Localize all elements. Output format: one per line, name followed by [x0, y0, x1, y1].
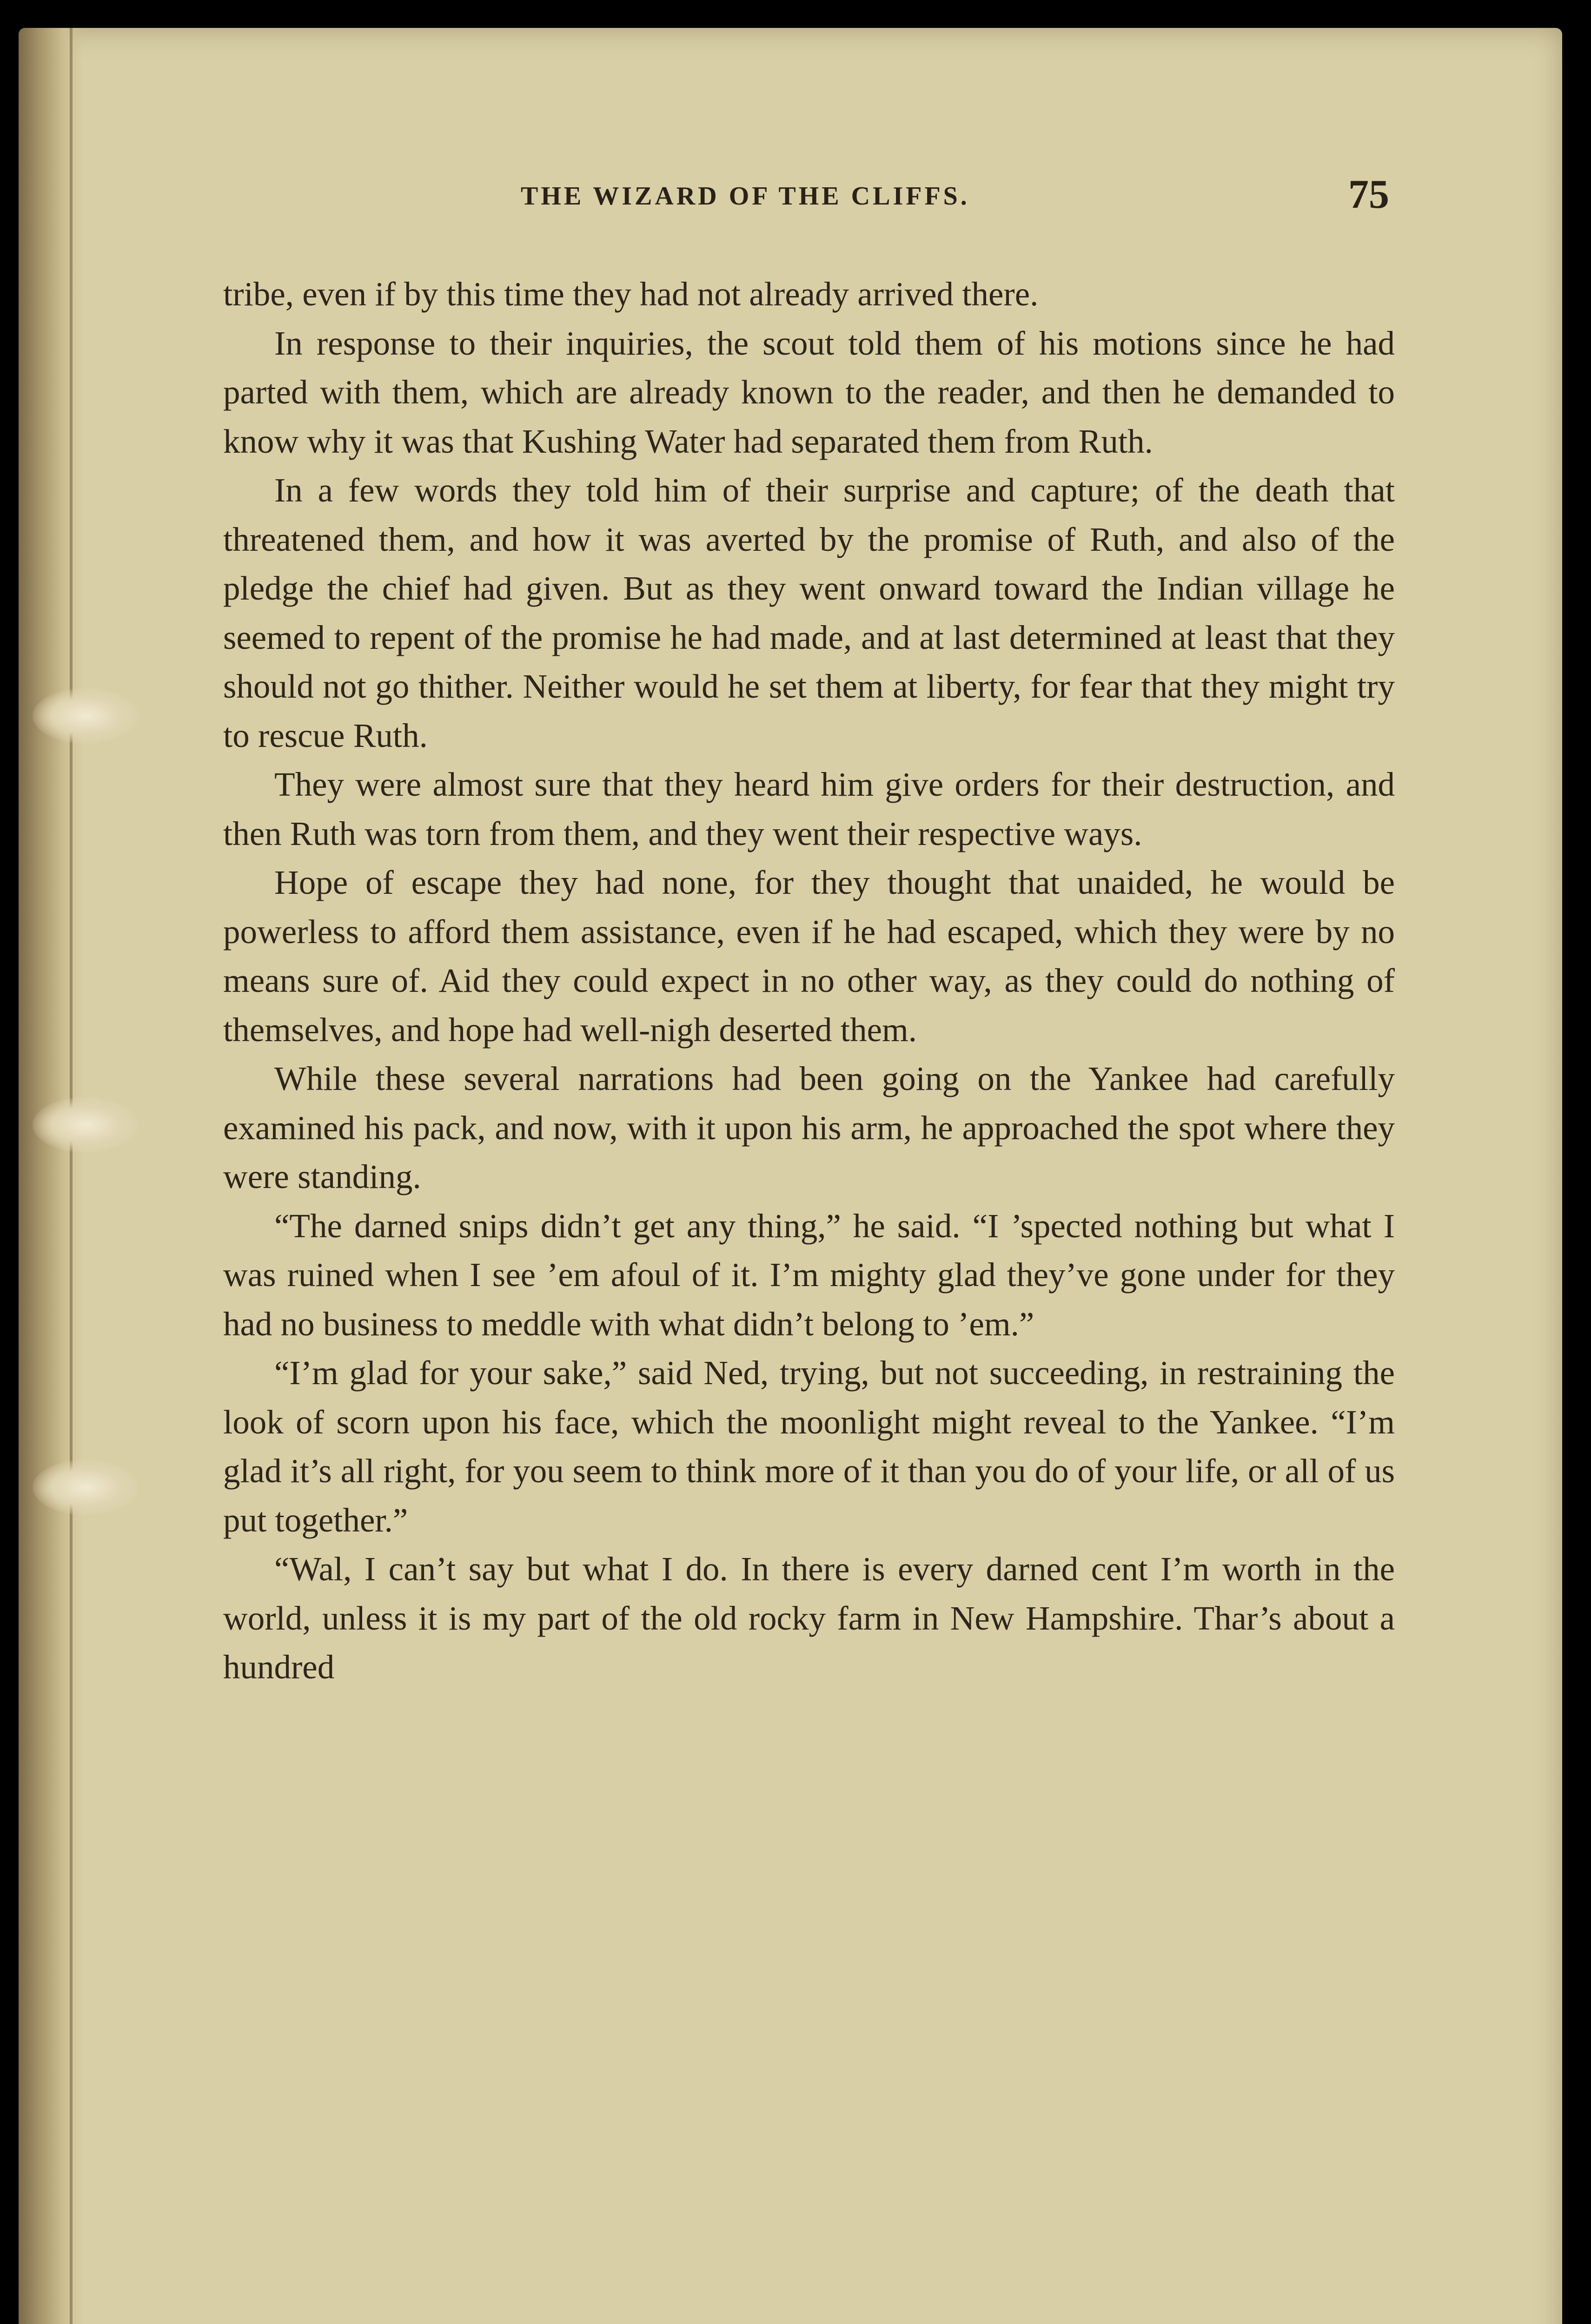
body-text	[223, 270, 1395, 1692]
paragraph: tribe, even if by this time they had not already arrived there.	[223, 275, 1039, 313]
paragraph: They were almost sure that they heard him give orders for their destruction, and then Ruth was torn from them, and they went their respective ways.	[223, 766, 1395, 852]
running-head: THE WIZARD OF THE CLIFFS.	[521, 182, 970, 211]
paragraph: “The darned snips didn’t get any thing,” he said. “I ’spected nothing but what I was ruined when I see ’em afoul of it. I’m mighty glad they’ve gone under for they had no business to meddle with what didn’t belong to ’em.”	[223, 1207, 1395, 1343]
binding-stitch-hole	[33, 1097, 139, 1153]
book-page	[19, 28, 1562, 2324]
paragraph: “I’m glad for your sake,” said Ned, trying, but not succeeding, in restraining the look of scorn upon his face, which the moonlight might reveal to the Yankee. “I’m glad it’s all right, for you seem to think more of it than you do of your life, or all of us put together.”	[223, 1354, 1395, 1539]
paragraph: In a few words they told him of their surprise and capture; of the death that threatened them, and how it was averted by the promise of Ruth, and also of the pledge the chief had given. But as they went onward toward the Indian village he seemed to repent of the promise he had made, and at last determined at least that they should not go thither. Neither would he set them at liberty, for fear that they might try to rescue Ruth.	[223, 471, 1395, 754]
paragraph: Hope of escape they had none, for they thought that unaided, he would be powerless to afford them assistance, even if he had escaped, which they were by no means sure of. Aid they could expect in no other way, as they could do nothing of themselves, and hope had well-nigh deserted them.	[223, 864, 1395, 1049]
page-fold	[70, 28, 73, 2324]
binding-stitch-hole	[33, 688, 139, 744]
binding-stitch-hole	[33, 1459, 139, 1515]
binding-gutter	[19, 28, 84, 2324]
paragraph: While these several narrations had been going on the Yankee had carefully examined his pack, and now, with it upon his arm, he approached the spot where they were standing.	[223, 1060, 1395, 1195]
page-number: 75	[1348, 172, 1389, 217]
paragraph: In response to their inquiries, the scout told them of his motions since he had parted with them, which are already known to the reader, and then he demanded to know why it was that Kushing Water had separated them from Ruth.	[223, 324, 1395, 460]
paragraph: “Wal, I can’t say but what I do. In there is every darned cent I’m worth in the world, unless it is my part of the old rocky farm in New Hampshire. Thar’s about a hundred	[223, 1550, 1395, 1686]
